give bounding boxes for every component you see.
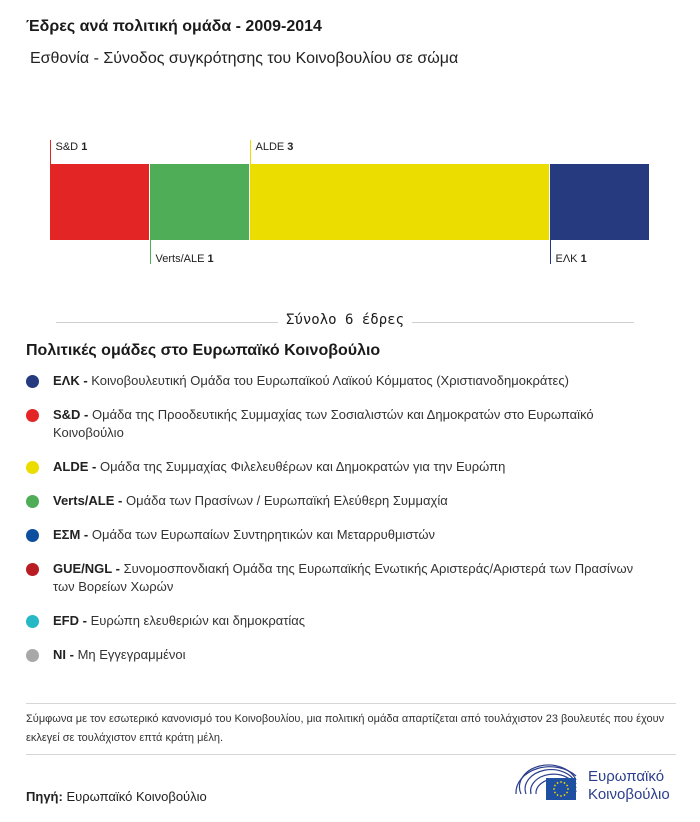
bar-s-d xyxy=(50,164,149,240)
bar-label: Verts/ALE 1 xyxy=(155,253,214,265)
eu-star xyxy=(566,792,568,794)
legend-desc: Ομάδα των Πρασίνων / Ευρωπαϊκή Ελεύθερη Συμμαχία xyxy=(125,493,448,508)
note-divider-top xyxy=(26,703,676,704)
legend-abbr: EFD - xyxy=(53,613,87,628)
legend-item-epp xyxy=(26,372,652,390)
legend-abbr: Verts/ALE - xyxy=(53,493,123,508)
legend-dot-sd xyxy=(26,409,39,422)
legend-abbr: NI - xyxy=(53,647,74,662)
eu-star xyxy=(557,782,559,784)
legend-item-ni xyxy=(26,646,652,664)
legend-item-efd xyxy=(26,612,652,630)
eu-star xyxy=(554,792,556,794)
eu-star xyxy=(564,794,566,796)
eu-star xyxy=(560,781,562,783)
note-divider-bottom xyxy=(26,754,676,755)
legend-desc: Ομάδα των Ευρωπαίων Συντηρητικών και Μεταρρυθμιστών xyxy=(91,527,436,542)
legend-desc: Ομάδα της Προοδευτικής Συμμαχίας των Σοσιαλιστών και Δημοκρατών στο Ευρωπαϊκό Κοινοβούλιο xyxy=(53,407,594,440)
source-line xyxy=(26,789,207,804)
legend-desc: Ευρώπη ελευθεριών και δημοκρατίας xyxy=(90,613,306,628)
legend-abbr: ALDE - xyxy=(53,459,97,474)
total-seats-row xyxy=(56,312,634,334)
legend-dot-greens xyxy=(26,495,39,508)
eu-star xyxy=(554,785,556,787)
bar-ελκ xyxy=(550,164,649,240)
legend-desc: Συνομοσπονδιακή Ομάδα της Ευρωπαϊκής Ενωτικής Αριστεράς/Αριστερά των Πρασίνων των Βορείων Χωρών xyxy=(53,561,634,594)
legend-dot-alde xyxy=(26,461,39,474)
legend-item-greens xyxy=(26,492,652,510)
logo-text xyxy=(588,768,670,804)
chart-title: Έδρες ανά πολιτική ομάδα - 2009-2014 xyxy=(26,18,322,35)
seats-stacked-bar-chart xyxy=(0,120,700,280)
eu-star xyxy=(564,782,566,784)
legend-desc: Ομάδα της Συμμαχίας Φιλελευθέρων και Δημοκρατών για την Ευρώπη xyxy=(99,459,506,474)
legend-item-gue xyxy=(26,560,652,596)
legend-abbr: ΕΣΜ - xyxy=(53,527,89,542)
bar-alde xyxy=(250,164,549,240)
legend-desc: Κοινοβουλευτική Ομάδα του Ευρωπαϊκού Λαϊκού Κόμματος (Χριστιανοδημοκράτες) xyxy=(91,373,569,388)
source-value: Ευρωπαϊκό Κοινοβούλιο xyxy=(66,789,207,804)
bar-label: ΕΛΚ 1 xyxy=(555,253,587,265)
legend-item-ecr xyxy=(26,526,652,544)
legend-item-sd xyxy=(26,406,652,442)
logo-line1: Ευρωπαϊκό xyxy=(588,768,665,785)
chart-subtitle: Εσθονία - Σύνοδος συγκρότησης του Κοινοβουλίου σε σώμα xyxy=(30,50,459,67)
legend-abbr: S&D - xyxy=(53,407,89,422)
legend-item-alde xyxy=(26,458,652,476)
legend-dot-gue xyxy=(26,563,39,576)
bar-label: S&D 1 xyxy=(55,141,88,153)
bar-verts-ale xyxy=(150,164,249,240)
legend-abbr: GUE/NGL - xyxy=(53,561,120,576)
logo-line2: Κοινοβούλιο xyxy=(588,786,670,803)
legend-dot-epp xyxy=(26,375,39,388)
footnote: Σύμφωνα με τον εσωτερικό κανονισμό του Κοινοβουλίου, μια πολιτική ομάδα απαρτίζεται από τουλάχιστον 23 βουλευτές που έχουν εκλεγεί σε τουλάχιστον επτά κράτη μέλη. xyxy=(26,713,665,744)
eu-star xyxy=(560,795,562,797)
legend-dot-efd xyxy=(26,615,39,628)
legend-dot-ni xyxy=(26,649,39,662)
total-seats-label: Σύνολο 6 έδρες xyxy=(278,312,412,328)
legend-desc: Μη Εγγεγραμμένοι xyxy=(77,647,186,662)
legend-abbr: ΕΛΚ - xyxy=(53,373,88,388)
eu-star xyxy=(566,785,568,787)
bar-label: ALDE 3 xyxy=(255,141,294,153)
eu-star xyxy=(553,788,555,790)
eu-star xyxy=(567,788,569,790)
legend-title: Πολιτικές ομάδες στο Ευρωπαϊκό Κοινοβούλιο xyxy=(26,342,381,359)
eu-star xyxy=(557,794,559,796)
legend-dot-ecr xyxy=(26,529,39,542)
source-label: Πηγή: xyxy=(26,789,63,804)
